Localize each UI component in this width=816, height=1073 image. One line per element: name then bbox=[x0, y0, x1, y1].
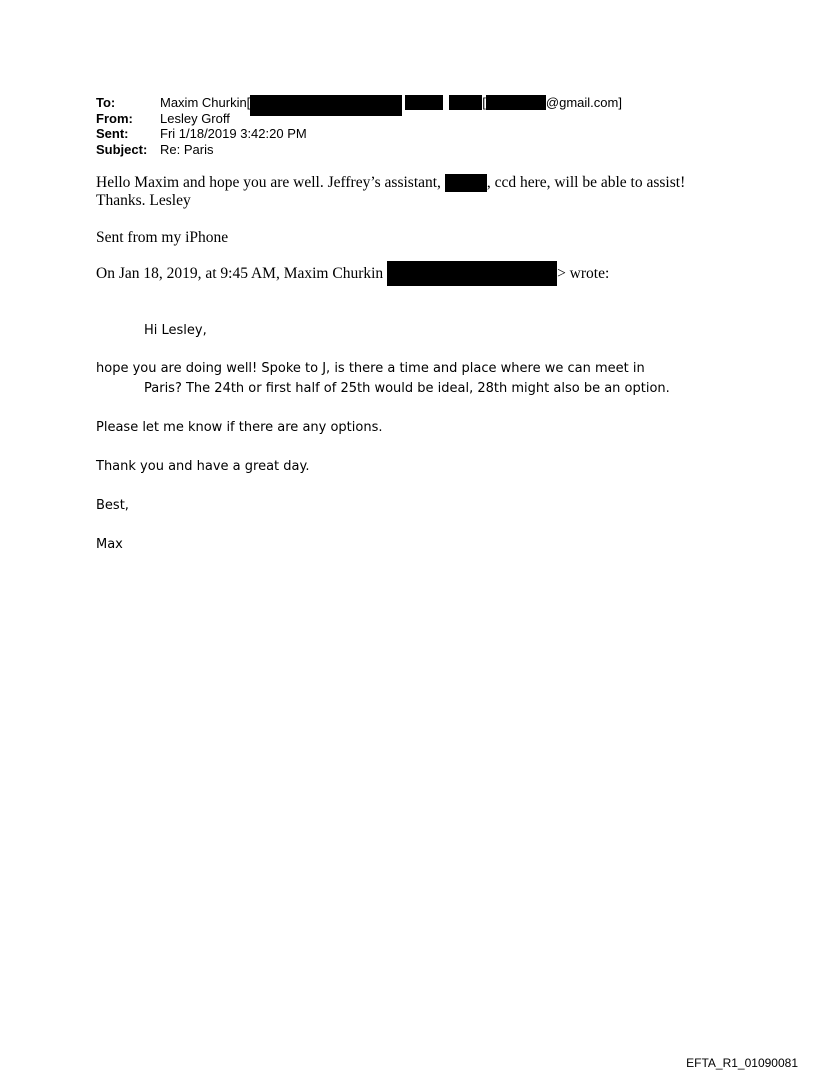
quote-intro-tail: > wrote: bbox=[557, 265, 610, 282]
quoted-paragraph-1-line-2: Paris? The 24th or first half of 25th would be ideal, 28th might also be an option. bbox=[144, 381, 670, 396]
to-label: To: bbox=[96, 95, 116, 110]
redaction-box bbox=[250, 95, 402, 116]
reply-text: Hello Maxim and hope you are well. Jeffrey’s assistant, bbox=[96, 174, 441, 191]
subject-label: Subject: bbox=[96, 141, 148, 157]
sent-label: Sent: bbox=[96, 126, 129, 141]
quoted-paragraph-2: Please let me know if there are any options. bbox=[96, 420, 383, 435]
to-bracket: [ bbox=[482, 95, 486, 110]
redaction-box bbox=[486, 95, 546, 110]
document-id: EFTA_R1_01090081 bbox=[686, 1056, 798, 1070]
to-email-tail: @gmail.com] bbox=[545, 95, 622, 110]
quoted-greeting: Hi Lesley, bbox=[144, 323, 207, 338]
mobile-signature: Sent from my iPhone bbox=[96, 229, 229, 246]
quoted-paragraph-1-line-1: hope you are doing well! Spoke to J, is there a time and place where we can meet in bbox=[96, 361, 645, 376]
to-name: Maxim Churkin[ bbox=[160, 95, 251, 110]
quote-intro bbox=[96, 265, 609, 286]
quote-intro-text: On Jan 18, 2019, at 9:45 AM, Maxim Churkin bbox=[96, 265, 384, 282]
redaction-box bbox=[449, 95, 482, 110]
redaction-box bbox=[405, 95, 443, 110]
reply-text: , ccd here, will be able to assist! bbox=[486, 174, 686, 191]
reply-line-1 bbox=[96, 174, 685, 192]
from-label: From: bbox=[96, 110, 133, 126]
sent-value: Fri 1/18/2019 3:42:20 PM bbox=[160, 126, 307, 141]
reply-line-2: Thanks. Lesley bbox=[96, 192, 191, 209]
redaction-box bbox=[387, 261, 557, 286]
quoted-sender-name: Max bbox=[96, 537, 123, 552]
from-value: Lesley Groff bbox=[160, 110, 230, 126]
quoted-closing: Best, bbox=[96, 498, 129, 513]
redaction-box bbox=[445, 174, 487, 192]
subject-value: Re: Paris bbox=[160, 141, 214, 157]
quoted-paragraph-3: Thank you and have a great day. bbox=[96, 459, 310, 474]
